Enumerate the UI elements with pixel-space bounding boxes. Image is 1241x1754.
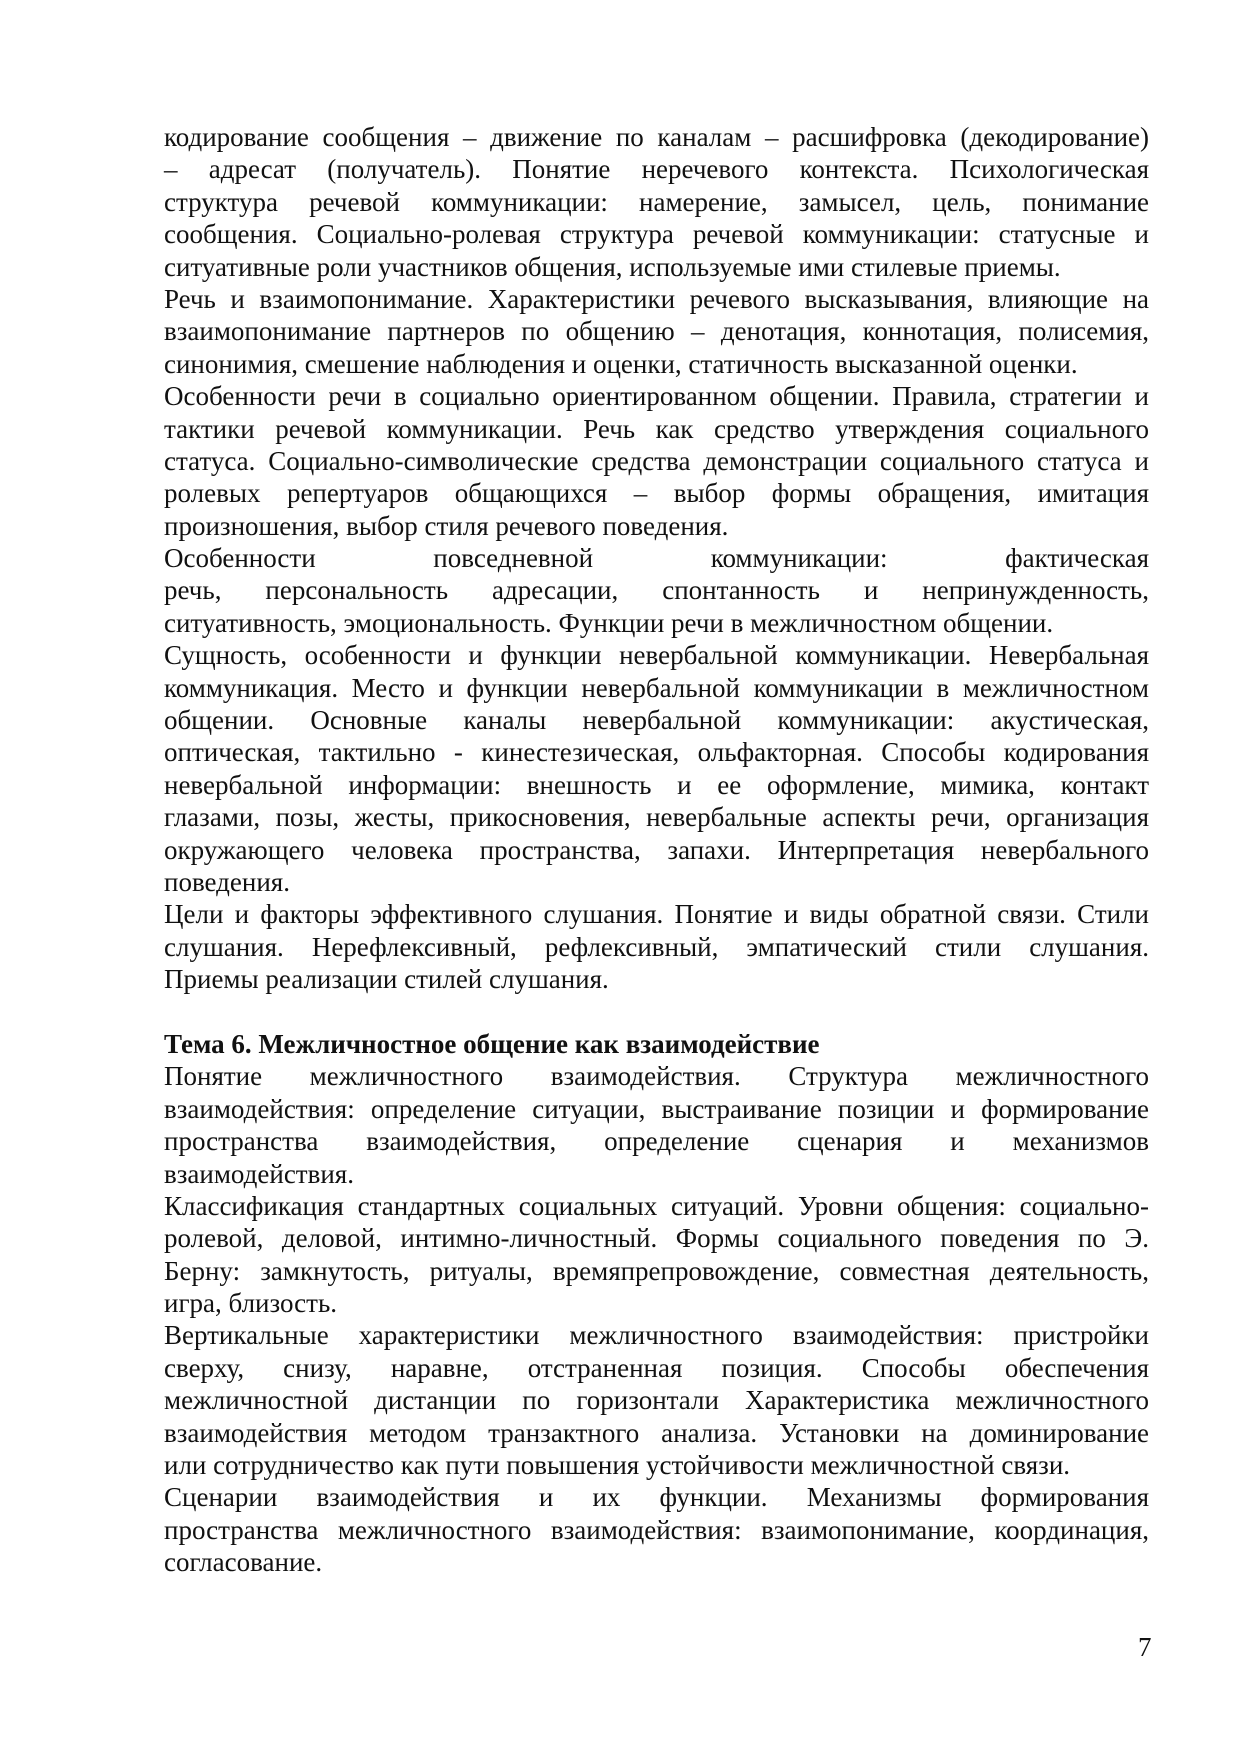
text-line: Приемы реализации стилей слушания. bbox=[164, 964, 609, 995]
text-line: окружающего человека пространства, запахи. Интерпретация невербального bbox=[164, 834, 1149, 865]
body-text bbox=[164, 121, 1149, 1579]
section-heading: Тема 6. Межличностное общение как взаимодействие bbox=[164, 1028, 820, 1059]
text-line: Берну: замкнутость, ритуалы, времяпрепровождение, совместная деятельность, bbox=[164, 1255, 1149, 1286]
text-line: глазами, позы, жесты, прикосновения, невербальные аспекты речи, организация bbox=[164, 802, 1149, 833]
paragraph bbox=[164, 898, 1149, 995]
text-line: тактики речевой коммуникации. Речь как средство утверждения социального bbox=[164, 413, 1149, 444]
text-line: Цели и факторы эффективного слушания. Понятие и виды обратной связи. Стили bbox=[164, 899, 1149, 930]
paragraph bbox=[164, 380, 1149, 542]
text-line: взаимодействия методом транзактного анализа. Установки на доминирование bbox=[164, 1417, 1149, 1448]
text-line: структура речевой коммуникации: намерение, замысел, цель, понимание bbox=[164, 186, 1149, 217]
text-line: ситуативность, эмоциональность. Функции речи в межличностном общении. bbox=[164, 607, 1054, 638]
text-line: Классификация стандартных социальных ситуаций. Уровни общения: социально- bbox=[164, 1190, 1149, 1221]
text-line: игра, близость. bbox=[164, 1288, 338, 1319]
text-line: речь, персональность адресации, спонтанность и непринужденность, bbox=[164, 575, 1149, 606]
text-line: ролевой, деловой, интимно-личностный. Формы социального поведения по Э. bbox=[164, 1223, 1149, 1254]
text-line: Сущность, особенности и функции невербальной коммуникации. Невербальная bbox=[164, 640, 1149, 671]
paragraph bbox=[164, 542, 1149, 639]
text-line: Понятие межличностного взаимодействия. Структура межличностного bbox=[164, 1061, 1149, 1092]
paragraph bbox=[164, 1190, 1149, 1320]
text-line: сверху, снизу, наравне, отстраненная позиция. Способы обеспечения bbox=[164, 1352, 1149, 1383]
text-line: слушания. Нерефлексивный, рефлексивный, эмпатический стили слушания. bbox=[164, 931, 1149, 962]
text-line: произношения, выбор стиля речевого поведения. bbox=[164, 510, 729, 541]
text-line: взаимопонимание партнеров по общению – денотация, коннотация, полисемия, bbox=[164, 316, 1149, 347]
text-line: межличностной дистанции по горизонтали Характеристика межличностного bbox=[164, 1385, 1149, 1416]
text-line: невербальной информации: внешность и ее оформление, мимика, контакт bbox=[164, 769, 1149, 800]
text-line: кодирование сообщения – движение по каналам – расшифровка (декодирование) bbox=[164, 122, 1149, 152]
blank-line bbox=[164, 996, 1149, 1028]
paragraph bbox=[164, 1060, 1149, 1190]
page-number: 7 bbox=[1138, 1632, 1152, 1662]
text-line: – адресат (получатель). Понятие неречевого контекста. Психологическая bbox=[164, 154, 1149, 185]
paragraph bbox=[164, 1319, 1149, 1481]
text-line: взаимодействия. bbox=[164, 1158, 354, 1189]
paragraph bbox=[164, 121, 1149, 283]
text-line: ситуативные роли участников общения, используемые ими стилевые приемы. bbox=[164, 251, 1061, 282]
text-line: взаимодействия: определение ситуации, выстраивание позиции и формирование bbox=[164, 1093, 1149, 1124]
text-line: сообщения. Социально-ролевая структура речевой коммуникации: статусные и bbox=[164, 219, 1149, 250]
text-line: согласование. bbox=[164, 1547, 323, 1578]
text-line: коммуникация. Место и функции невербальной коммуникации в межличностном bbox=[164, 672, 1149, 703]
text-line: синонимия, смешение наблюдения и оценки, статичность высказанной оценки. bbox=[164, 348, 1078, 379]
text-line: статуса. Социально-символические средства демонстрации социального статуса и bbox=[164, 445, 1149, 476]
paragraph bbox=[164, 283, 1149, 380]
text-line: общении. Основные каналы невербальной коммуникации: акустическая, bbox=[164, 705, 1149, 736]
text-line: Вертикальные характеристики межличностного взаимодействия: пристройки bbox=[164, 1320, 1149, 1351]
paragraph bbox=[164, 639, 1149, 898]
text-line: Речь и взаимопонимание. Характеристики речевого высказывания, влияющие на bbox=[164, 283, 1149, 314]
text-line: ролевых репертуаров общающихся – выбор формы обращения, имитация bbox=[164, 478, 1149, 509]
text-line: Особенности повседневной коммуникации: фактическая bbox=[164, 543, 1149, 574]
text-line: оптическая, тактильно - кинестезическая, ольфакторная. Способы кодирования bbox=[164, 737, 1149, 768]
text-line: Сценарии взаимодействия и их функции. Механизмы формирования bbox=[164, 1482, 1149, 1513]
text-line: или сотрудничество как пути повышения устойчивости межличностной связи. bbox=[164, 1450, 1071, 1481]
paragraph bbox=[164, 1481, 1149, 1578]
text-line: Особенности речи в социально ориентированном общении. Правила, стратегии и bbox=[164, 381, 1149, 412]
text-line: пространства межличностного взаимодействия: взаимопонимание, координация, bbox=[164, 1514, 1149, 1545]
text-line: пространства взаимодействия, определение сценария и механизмов bbox=[164, 1126, 1149, 1157]
text-line: поведения. bbox=[164, 866, 290, 897]
